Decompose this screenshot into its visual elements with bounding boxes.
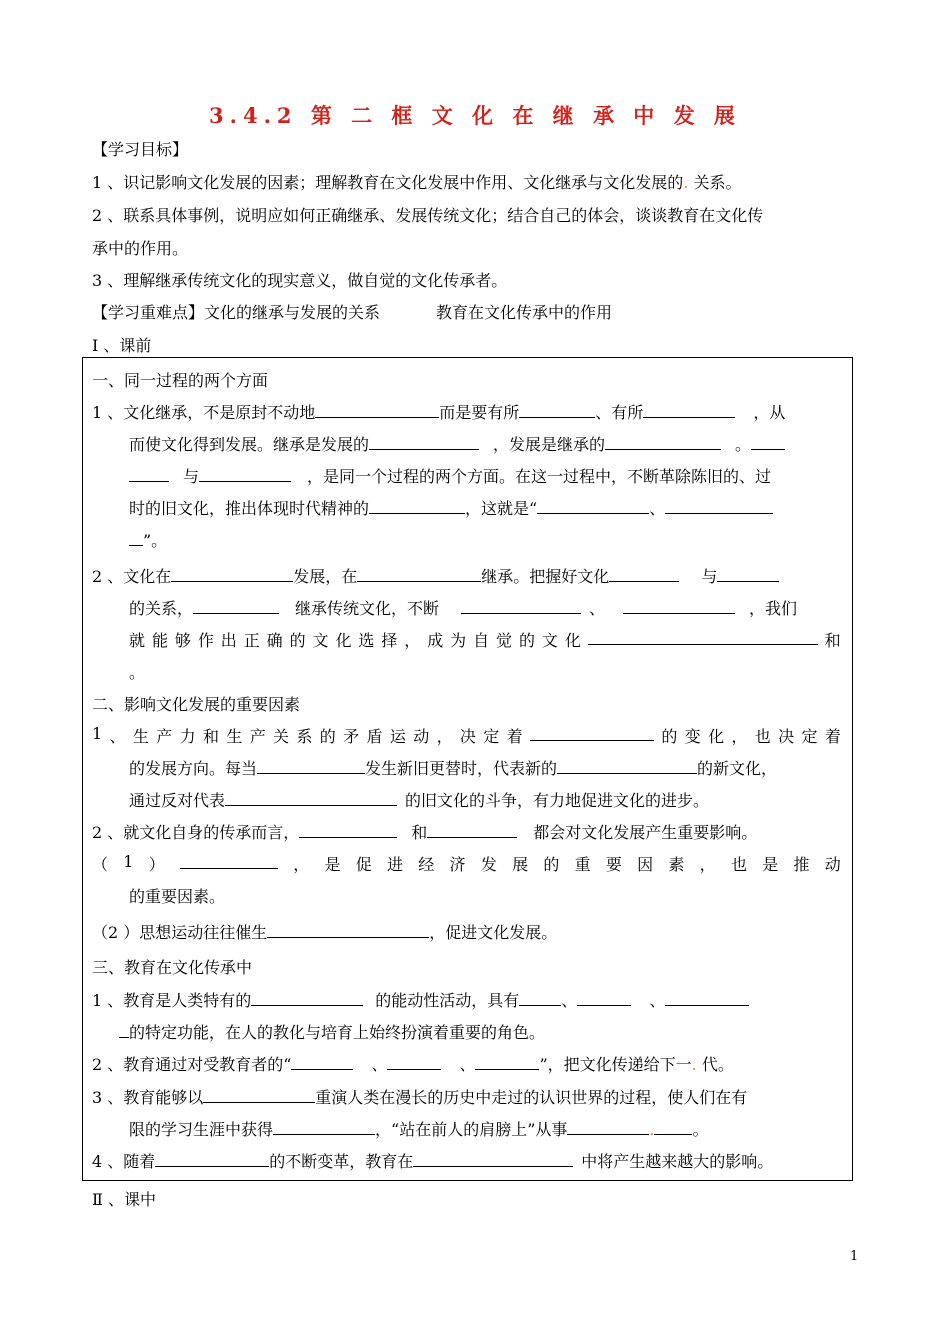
objective-1: 1 、识记影响文化发展的因素；理解教育在文化发展中作用、文化继承与文化发展的. 关系。: [92, 173, 742, 192]
s2-q1-line-1: 1 、 生 产 力 和 生 产 关 系 的 矛 盾 运 动 ， 决 定 着 的 变 化 ， 也 决 定 着: [92, 724, 841, 746]
s3-q1-line-1: 1 、教育是人类特有的 的能动性活动，具有 、 、: [92, 988, 749, 1011]
s1-q1-line-2: 而使文化得到发展。继承是发展的 ，发展是继承的 。: [129, 432, 785, 455]
s3-q2: 2 、教育通过对受教育者的“ 、 、 ”，把文化传递给下一. 代。: [92, 1055, 734, 1074]
page-title: 3.4.2 第 二 框 文 化 在 继 承 中 发 展: [209, 103, 741, 128]
s3-q3-line-2: 限的学习生涯中获得 ，“站在前人的肩膀上”从事 . 。: [129, 1120, 709, 1139]
worksheet-box: [82, 357, 853, 1181]
s1-q2-line-3: 就 能 够 作 出 正 确 的 文 化 选 择 ， 成 为 自 觉 的 文 化 和: [129, 628, 841, 651]
s1-q1-line-3: 与 ，是同一个过程的两个方面。在这一过程中，不断革除陈旧的、过: [129, 464, 771, 487]
key-points: 【学习重难点】文化的继承与发展的关系 教育在文化传承中的作用: [92, 303, 613, 322]
objective-2-line-1: 2 、联系具体事例，说明应如何正确继承、发展传统文化；结合自己的体会，谈谈教育在文化传: [92, 206, 764, 225]
section-3-heading: 三、教育在文化传承中: [92, 958, 253, 977]
section-2-heading: 二、影响文化发展的重要因素: [92, 695, 301, 714]
s2-q2-1: （ 1 ） ， 是 促 进 经 济 发 展 的 重 要 因 素 ， 也 是 推 动: [92, 852, 841, 874]
s1-q1-line-1: 1 、文化继承，不是原封不动地 而是要有所 、有所 ，从: [92, 403, 786, 422]
s3-q4: 4 、随着 的不断变革，教育在 中将产生越来越大的影响。: [92, 1152, 774, 1171]
s1-q1-line-4: 时的旧文化，推出体现时代精神的 ，这就是“ 、: [129, 496, 773, 519]
s2-q1-line-2: 的发展方向。每当 发生新旧更替时，代表新的 的新文化，: [129, 759, 778, 778]
s2-q2-2: （2 ）思想运动往往催生 ，促进文化发展。: [92, 923, 558, 942]
s1-q2-line-4: 。: [129, 663, 146, 682]
objectives-header: 【学习目标】: [92, 140, 189, 159]
s2-q2: 2 、就文化自身的传承而言， 和 都会对文化发展产生重要影响。: [92, 823, 758, 842]
section-before-class: Ⅰ 、课前: [92, 336, 152, 355]
s3-q3-line-1: 3 、教育能够以 重演人类在漫长的历史中走过的认识世界的过程，使人们在有: [92, 1088, 748, 1107]
objective-2-line-2: 承中的作用。: [92, 239, 189, 258]
s2-q1-line-3: 通过反对代表 的旧文化的斗争，有力地促进文化的进步。: [129, 791, 710, 810]
section-during-class: Ⅱ 、课中: [92, 1190, 156, 1209]
s1-q2-line-2: 的关系， 继承传统文化，不断 、 ，我们: [129, 599, 798, 618]
section-1-heading: 一、同一过程的两个方面: [92, 371, 269, 390]
s2-q2-1-line-2: 的重要因素。: [129, 887, 226, 906]
s1-q1-line-5: ”。: [129, 528, 167, 551]
s1-q2-line-1: 2 、文化在 发展，在 继承。把握好文化 与: [92, 564, 779, 587]
s3-q1-line-2: 的特定功能，在人的教化与培育上始终扮演着重要的角色。: [119, 1020, 545, 1043]
page-number: 1: [850, 1249, 859, 1264]
objective-3: 3 、理解继承传统文化的现实意义，做自觉的文化传承者。: [92, 271, 508, 290]
